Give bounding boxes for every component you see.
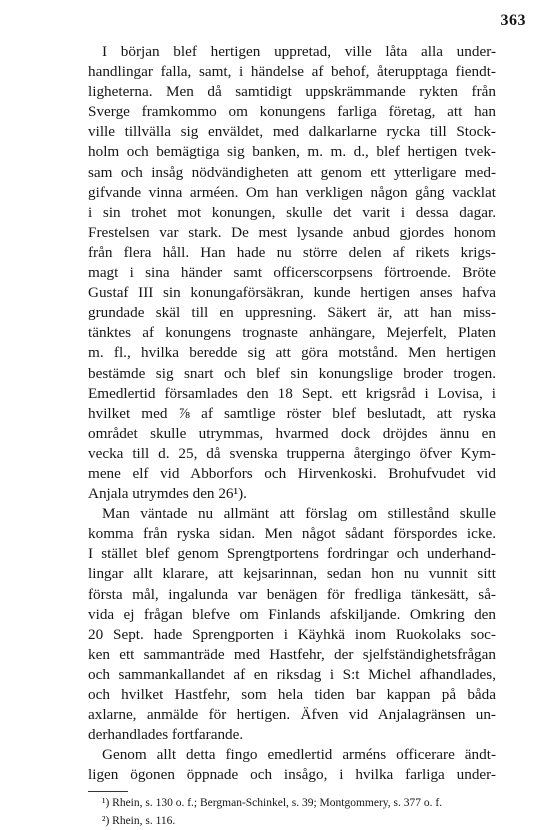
text-line: holm och bemägtiga sig banken, m. m. d., blef hertigen tvek- [88,143,496,161]
text-line: grundade skäl till en uppresning. Säkert är, att han miss- [88,304,496,322]
text-line: m. fl., hvilka beredde sig att göra motstånd. Men hertigen [88,344,496,362]
text-line: Sverge framkommo om konungens farliga företag, att han [88,103,496,121]
text-line: ville tillvälla sig enväldet, med dalkarlarne rycka till Stock- [88,123,496,141]
text-line: magt i sina händer samt officerscorpsens förtroende. Bröte [88,264,496,282]
text-line: axlarne, anmälde för hertigen. Äfven vid Anjalagränsen un- [88,706,496,724]
text-line: Emedlertid församlades den 18 Sept. ett krigsråd i Lovisa, i [88,384,496,402]
text-line: Man väntade nu allmänt att förslag om stillestånd skulle [102,505,496,523]
text-line: handlingar falla, samt, i händelse af behof, återupptaga fiendt- [88,63,496,81]
text-line: ligen ögonen öppnade och insågo, i hvilka farliga under- [88,766,496,784]
text-line: och sammankallandet af en riksdag i S:t Michel afhandlades, [88,665,496,683]
text-line: Anjala utrymdes den 26¹). [88,485,247,503]
text-line: från flera håll. Han hade nu större delen af rikets krigs- [88,243,496,261]
text-line: och hvilket Hastfehr, som hela tiden bar kappan på båda [88,686,496,703]
text-line: I stället blef genom Sprengtportens fordringar och underhand- [88,545,496,563]
page-number: 363 [500,12,526,29]
text-line: bestämde sig snart och blef sin konungslige broder trogen. [88,364,496,382]
text-line: komma från ryska sidan. Men något sådant förspordes icke. [88,525,496,543]
text-line: hvilket med ⅞ af samtlige röster blef beslutadt, att ryska [88,404,496,422]
text-line: gifvande vinna arméen. Om han verkligen någon gång vacklat [88,183,496,201]
text-line: 20 Sept. hade Sprengporten i Käyhkä inom Ruokolaks soc- [88,625,496,643]
text-lines [88,42,496,785]
body-text [88,42,496,830]
text-line: I början blef hertigen uppretad, ville låta alla under- [102,43,496,60]
footnotes [88,794,496,830]
footnote: ¹) Rhein, s. 130 o. f.; Bergman-Schinkel, s. 39; Montgommery, s. 377 o. f. [102,797,443,810]
text-line: Frestelsen var stark. De mest lysande anbud gjordes honom [88,223,496,241]
text-line: ken ett sammanträde med Hastfehr, der sjelfständighetsfrågan [88,645,496,663]
footnote: ²) Rhein, s. 116. [102,815,176,828]
text-line: sam och insåg nödvändigheten att genom ett ytterligare med- [88,163,496,181]
text-line: derhandlades fortfarande. [88,726,244,744]
footnote-divider [88,791,128,792]
text-line: tänktes af konungens trognaste anhängare, Mejerfelt, Platen [88,324,496,342]
text-line: första mål, ingalunda var benägen för fredliga tänkesätt, så- [88,585,496,603]
text-line: vecka till d. 25, då svenska trupperna återgingo öfver Kym- [88,444,496,462]
text-line: området skulle utrymmas, hvarmed dock dröjdes ännu en [88,424,496,442]
text-line: Genom allt detta fingo emedlertid arméns officerare ändt- [102,746,496,764]
text-line: vida ej frågan blefve om Finlands afskiljande. Omkring den [88,605,496,623]
text-line: mene elf vid Abborfors och Hirvenkoski. Brohufvudet vid [88,464,496,482]
text-line: i sin trohet mot konungen, skulle det varit i dessa dagar. [88,203,496,221]
text-line: ligheterna. Men då samtidigt uppskrämmande rykten från [88,83,496,101]
text-line: lingar allt klarare, att kejsarinnan, sedan hon nu vunnit sitt [88,565,496,583]
text-line: Gustaf III sin konungaförsäkran, kunde hertigen anses hafva [88,284,496,302]
